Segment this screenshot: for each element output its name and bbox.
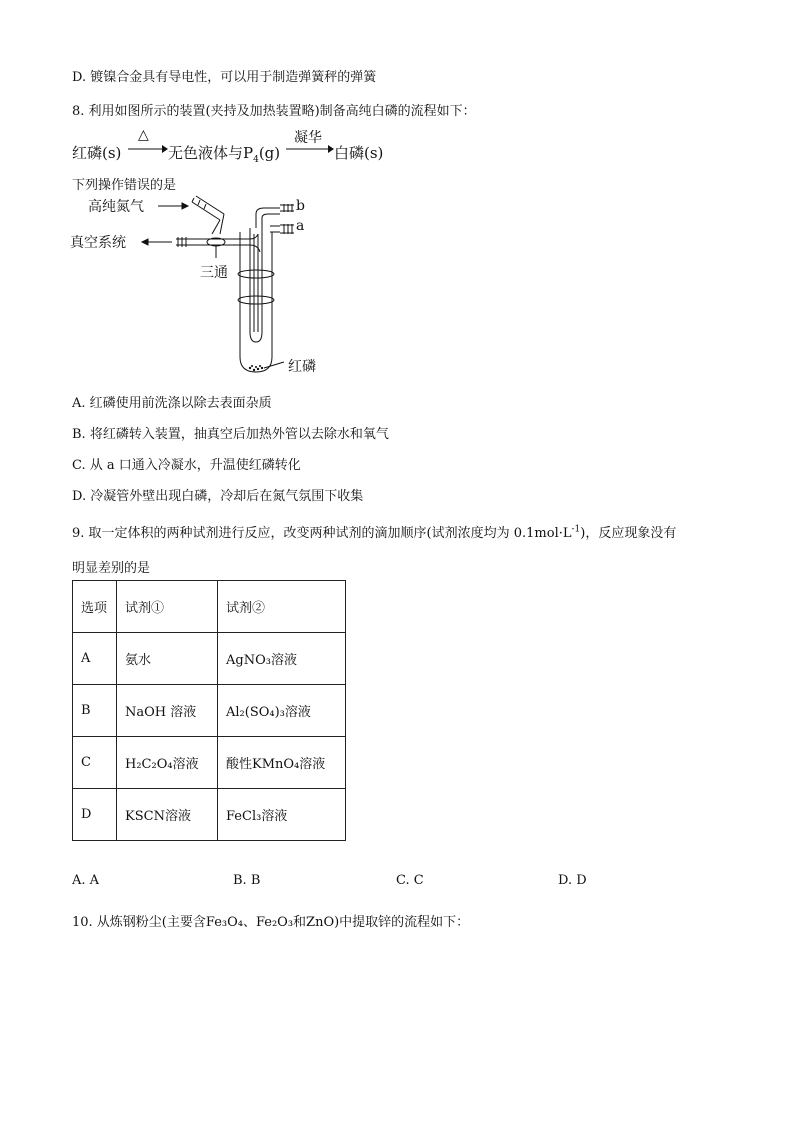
q9-stem (72, 522, 676, 541)
row-reagent-1: KSCN溶液 (117, 789, 218, 841)
label-red-phosphorus: 红磷 (288, 359, 316, 375)
q9-stem-a: 9. 取一定体积的两种试剂进行反应，改变两种试剂的滴加顺序(试剂浓度均为 0.1mol·L (72, 526, 572, 541)
flow-middle-sub: 4 (253, 155, 259, 165)
flow-start: 红磷(s) (72, 144, 122, 162)
q8-option-b: B. 将红磷转入装置，抽真空后加热外管以去除水和氧气 (72, 427, 389, 442)
q8-option-a: A. 红磷使用前洗涤以除去表面杂质 (72, 396, 272, 411)
flow-middle-b: (g) (258, 144, 281, 162)
row-option: D (73, 789, 117, 841)
row-option: B (73, 685, 117, 737)
row-reagent-1: 氨水 (117, 633, 218, 685)
q8-flow-equation (72, 127, 432, 170)
apparatus-drawing (80, 192, 380, 382)
flow-middle-a: 无色液体与P (168, 144, 254, 162)
row-option: A (73, 633, 117, 685)
header-reagent-2: 试剂② (218, 581, 346, 633)
q9-stem-b: )，反应现象没有 (580, 526, 677, 541)
q8-option-c: C. 从 a 口通入冷凝水，升温使红磷转化 (72, 458, 301, 473)
header-reagent-1: 试剂① (117, 581, 218, 633)
table-row (73, 685, 346, 737)
flow-sublimation-condition: 凝华 (294, 130, 322, 146)
header-option: 选项 (73, 581, 117, 633)
table-row (73, 633, 346, 685)
label-port-b: b (296, 198, 305, 214)
row-reagent-2: AgNO₃溶液 (218, 633, 346, 685)
row-reagent-2: FeCl₃溶液 (218, 789, 346, 841)
label-port-a: a (296, 218, 305, 234)
q9-answer-b: B. B (233, 873, 261, 888)
flow-end: 白磷(s) (334, 144, 384, 162)
q10-stem: 10. 从炼钢粉尘(主要含Fe₃O₄、Fe₂O₃和ZnO)中提取锌的流程如下： (72, 915, 470, 930)
flow-middle (168, 142, 280, 165)
q8-stem: 8. 利用如图所示的装置(夹持及加热装置略)制备高纯白磷的流程如下： (72, 104, 476, 119)
q9-answer-d: D. D (558, 873, 587, 888)
row-reagent-2: Al₂(SO₄)₃溶液 (218, 685, 346, 737)
apparatus-figure (70, 192, 380, 382)
q8-option-d: D. 冷凝管外壁出现白磷，冷却后在氮气氛围下收集 (72, 489, 364, 504)
row-reagent-1: NaOH 溶液 (117, 685, 218, 737)
table-header-row (73, 581, 346, 633)
table-row (73, 737, 346, 789)
label-vacuum: 真空系统 (70, 235, 126, 251)
label-nitrogen: 高纯氮气 (88, 199, 144, 215)
row-reagent-2: 酸性KMnO₄溶液 (218, 737, 346, 789)
flow-heat-condition: △ (138, 127, 149, 143)
q9-stem-sup: -1 (571, 524, 581, 535)
q9-stem-line2: 明显差别的是 (72, 561, 151, 576)
q8-ask: 下列操作错误的是 (72, 178, 177, 193)
q9-answer-c: C. C (396, 873, 424, 888)
q7-option-d: D. 镀镍合金具有导电性，可以用于制造弹簧秤的弹簧 (72, 70, 377, 85)
label-three-way-valve: 三通 (200, 265, 228, 281)
reagent-table (72, 580, 346, 841)
flow-arrow-2 (286, 144, 334, 154)
row-option: C (73, 737, 117, 789)
table-row (73, 789, 346, 841)
flow-arrow-1 (128, 144, 168, 154)
row-reagent-1: H₂C₂O₄溶液 (117, 737, 218, 789)
q9-answer-a: A. A (72, 873, 100, 888)
